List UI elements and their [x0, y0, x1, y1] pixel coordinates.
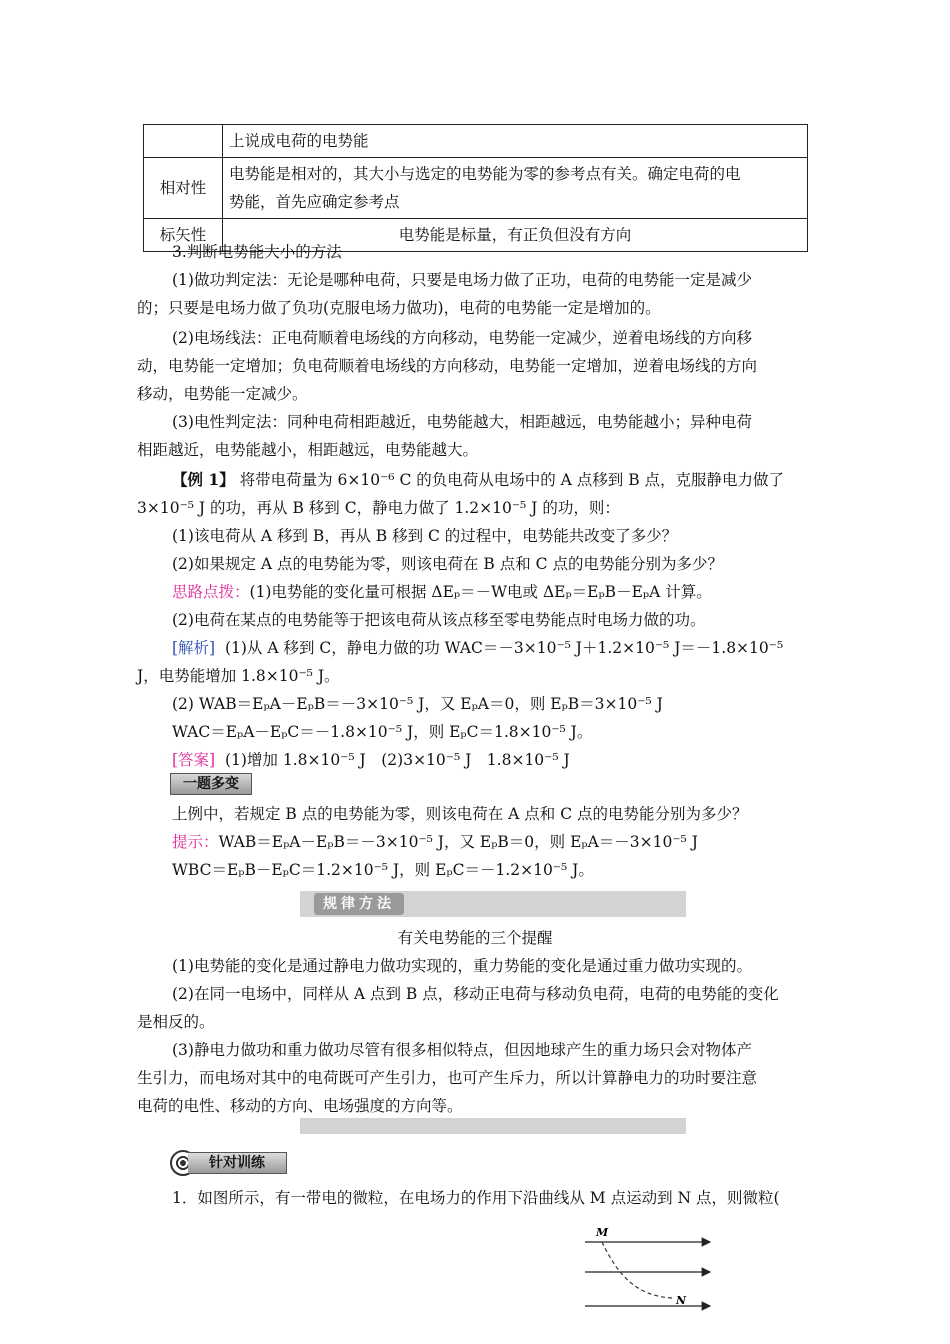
rules-title: 有关电势能的三个提醒	[397, 929, 553, 947]
rule-line: 是相反的。	[137, 1013, 215, 1031]
table-cell: 电势能是标量，有正负但没有方向	[223, 219, 808, 252]
rules-banner	[300, 891, 686, 917]
variant-question: 上例中，若规定 B 点的电势能为零，则该电荷在 A 点和 C 点的电势能分别为多少？	[172, 805, 748, 823]
field-lines-figure	[580, 1220, 720, 1320]
exercise-question: 1．如图所示，有一带电的微粒，在电场力的作用下沿曲线从 M 点运动到 N 点，则微粒(	[172, 1189, 780, 1207]
variant-hint-text: WAB＝EₚA－EₚB＝－3×10⁻⁵ J，又 EₚB＝0，则 EₚA＝－3×10⁻⁵ J	[218, 833, 698, 851]
rule-line: (3)静电力做功和重力做功尽管有很多相似特点，但因地球产生的重力场只会对物体产	[172, 1041, 752, 1059]
example-tag: 【例 1】	[172, 470, 235, 489]
analysis-line: (2) WAB＝EₚA－EₚB＝－3×10⁻⁵ J，又 EₚA＝0，则 EₚB＝3×10⁻⁵ J	[172, 695, 663, 713]
hint-line	[172, 580, 712, 604]
rule-line: (2)在同一电场中，同样从 A 点到 B 点，移动正电荷与移动负电荷，电荷的电势能的变化	[172, 985, 779, 1003]
table-row	[144, 158, 808, 219]
variant-hint-label: 提示：	[172, 833, 219, 851]
section-title: 3.判断电势能大小的方法	[172, 243, 342, 261]
paragraph-line: 的；只要是电场力做了负功(克服电场力做功)，电荷的电势能一定是增加的。	[137, 299, 661, 317]
variant-hint-line	[172, 830, 698, 854]
table-cell: 上说成电荷的电势能	[223, 125, 808, 158]
table-row	[144, 125, 808, 158]
point-n-label: N	[676, 1294, 687, 1307]
training-badge-label: 针对训练	[188, 1152, 287, 1174]
rules-banner-label: 规律方法	[314, 893, 404, 915]
table-cell	[223, 158, 808, 219]
analysis-line: J，电势能增加 1.8×10⁻⁵ J。	[137, 667, 340, 685]
example-line: 3×10⁻⁵ J 的功，再从 B 移到 C，静电力做了 1.2×10⁻⁵ J 的功，则：	[137, 499, 620, 517]
trajectory-curve	[602, 1242, 672, 1298]
variant-badge: 一题多变	[170, 773, 252, 795]
table-cell-heading: 标矢性	[144, 219, 223, 252]
analysis-line	[172, 636, 783, 660]
variant-hint-line: WBC＝EₚB－EₚC＝1.2×10⁻⁵ J，则 EₚC＝－1.2×10⁻⁵ J。	[172, 861, 594, 879]
table-cell-heading: 相对性	[144, 158, 223, 219]
analysis-line: WAC＝EₚA－EₚC＝－1.8×10⁻⁵ J，则 EₚC＝1.8×10⁻⁵ J。	[172, 723, 593, 741]
paragraph-line: 相距越近，电势能越小，相距越远，电势能越大。	[137, 441, 479, 459]
hint-line: (2)电荷在某点的电势能等于把该电荷从该点移至零电势能点时电场力做的功。	[172, 611, 706, 629]
paragraph-line: 移动，电势能一定减少。	[137, 385, 308, 403]
rule-line: (1)电势能的变化是通过静电力做功实现的，重力势能的变化是通过重力做功实现的。	[172, 957, 752, 975]
hint-label: 思路点拨：	[172, 583, 250, 601]
example-text: 将带电荷量为 6×10⁻⁶ C 的负电荷从电场中的 A 点移到 B 点，克服静电力做了	[239, 471, 785, 489]
hint-text: (1)电势能的变化量可根据 ΔEₚ＝－W电或 ΔEₚ＝EₚB－EₚA 计算。	[249, 583, 712, 601]
paragraph-line: 动，电势能一定增加；负电荷顺着电场线的方向移动，电势能一定增加，逆着电场线的方向	[137, 357, 758, 375]
section-divider-bar	[300, 1118, 686, 1134]
paragraph-line: (1)做功判定法：无论是哪种电荷，只要是电场力做了正功，电荷的电势能一定是减少	[172, 271, 752, 289]
answer-line	[172, 748, 570, 772]
question-line: (1)该电荷从 A 移到 B，再从 B 移到 C 的过程中，电势能共改变了多少？	[172, 527, 678, 545]
paragraph-line: (2)电场线法：正电荷顺着电场线的方向移动，电势能一定减少，逆着电场线的方向移	[172, 329, 752, 347]
table-cell-line: 电势能是相对的，其大小与选定的电势能为零的参考点有关。确定电荷的电	[229, 165, 741, 183]
property-table	[143, 124, 808, 252]
answer-text: (1)增加 1.8×10⁻⁵ J (2)3×10⁻⁵ J 1.8×10⁻⁵ J	[224, 751, 570, 769]
training-badge	[170, 1150, 288, 1176]
answer-label: [答案]	[172, 751, 216, 769]
analysis-label: [解析]	[172, 639, 216, 657]
table-cell-empty	[144, 125, 223, 158]
question-line: (2)如果规定 A 点的电势能为零，则该电荷在 B 点和 C 点的电势能分别为多少？	[172, 555, 723, 573]
example-line	[172, 468, 784, 492]
rule-line: 电荷的电性、移动的方向、电场强度的方向等。	[137, 1097, 463, 1115]
point-m-label: M	[596, 1226, 609, 1239]
analysis-text: (1)从 A 移到 C，静电力做的功 WAC＝－3×10⁻⁵ J＋1.2×10⁻⁵ J＝－1.8×10⁻⁵	[224, 639, 784, 657]
table-cell-line: 势能，首先应确定参考点	[229, 193, 400, 211]
rule-line: 生引力，而电场对其中的电荷既可产生引力，也可产生斥力，所以计算静电力的功时要注意	[137, 1069, 758, 1087]
paragraph-line: (3)电性判定法：同种电荷相距越近，电势能越大，相距越远，电势能越小；异种电荷	[172, 413, 752, 431]
